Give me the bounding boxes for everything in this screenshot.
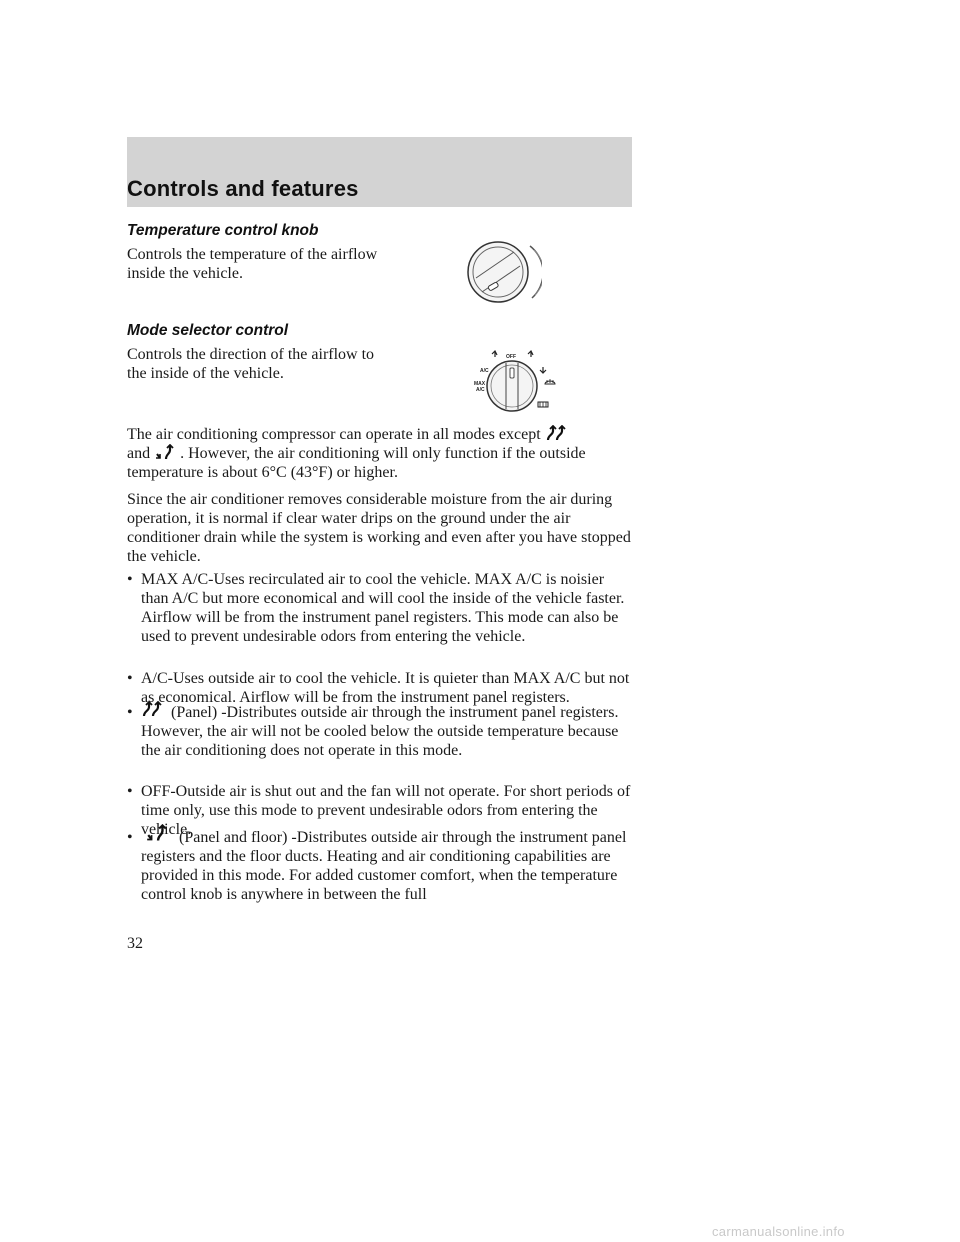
panel-vent-icon — [545, 425, 567, 443]
bullet-panel-floor-text — [141, 828, 632, 904]
compressor-paragraph — [127, 425, 632, 482]
bullet-dot: • — [127, 704, 133, 721]
dial-panel-floor-icon — [528, 351, 533, 357]
compressor-part3: . However, the air conditioning will only function if the outside temperature is about 6°C (43°F) or higher. — [127, 445, 586, 481]
page-number: 32 — [127, 935, 143, 952]
compressor-part2: and — [127, 445, 151, 462]
mode-selector-dial-illustration — [462, 346, 562, 418]
temperature-heading: Temperature control knob — [127, 222, 319, 239]
dial-defrost-floor-icon — [545, 379, 555, 384]
temperature-body: Controls the temperature of the airflow inside the vehicle. — [127, 246, 378, 282]
bullet-panel-text — [141, 703, 632, 760]
mode-heading: Mode selector control — [127, 322, 289, 339]
dial-floor-icon — [540, 367, 546, 373]
dial-label-max-line1: MAX — [474, 381, 486, 387]
bullet-max-ac-text: MAX A/C-Uses recirculated air to cool the vehicle. MAX A/C is noisier than A/C but more economical and will cool the inside of the vehicle faster. Airflow will be from the instrument panel registers. This mode can also be used to prevent undesirable odors from entering the vehicle. — [141, 571, 625, 645]
temperature-knob-illustration — [462, 238, 542, 308]
bullet-panel-floor-label: (Panel and floor) -Distributes outside air through the instrument panel registers and the floor ducts. Heating and air conditioning capabilities are provided in this mode. For added customer comfort, when the temperature control knob is anywhere in between the full — [141, 829, 627, 903]
bullet-dot: • — [127, 670, 133, 687]
bullet-dot: • — [127, 783, 133, 800]
bullet-ac-text: A/C-Uses outside air to cool the vehicle. It is quieter than MAX A/C but not as economical. Airflow will be from the instrument panel registers. — [141, 670, 630, 706]
compressor-part1: The air conditioning compressor can operate in all modes except — [127, 426, 541, 443]
panel-vent-icon — [141, 701, 163, 719]
dial-label-ac: A/C — [480, 368, 489, 374]
dial-label-max-line2: A/C — [476, 387, 485, 393]
dial-label-off: OFF — [506, 354, 516, 360]
page-section-title: Controls and features — [127, 176, 359, 201]
bullet-panel-label: (Panel) -Distributes outside air through the instrument panel registers. However, the air will not be cooled below the outside temperature because the air conditioning does not operate in this mode. — [141, 704, 619, 759]
dial-panel-icon — [492, 351, 497, 357]
bullet-dot: • — [127, 829, 133, 846]
panel-floor-vent-icon — [154, 444, 176, 462]
watermark: carmanualsonline.info — [712, 1224, 845, 1239]
bullet-off-text: OFF-Outside air is shut out and the fan will not operate. For short periods of time only, use this mode to prevent undesirable odors from entering the vehicle. — [141, 783, 631, 838]
moisture-paragraph: Since the air conditioner removes considerable moisture from the air during operation, it is normal if clear water drips on the ground under the air conditioner drain while the system is working and even after you have stopped the vehicle. — [127, 491, 631, 565]
dial-defrost-icon — [538, 402, 548, 407]
bullet-dot: • — [127, 571, 133, 588]
panel-floor-vent-icon — [145, 824, 169, 844]
mode-body: Controls the direction of the airflow to the inside of the vehicle. — [127, 346, 375, 382]
